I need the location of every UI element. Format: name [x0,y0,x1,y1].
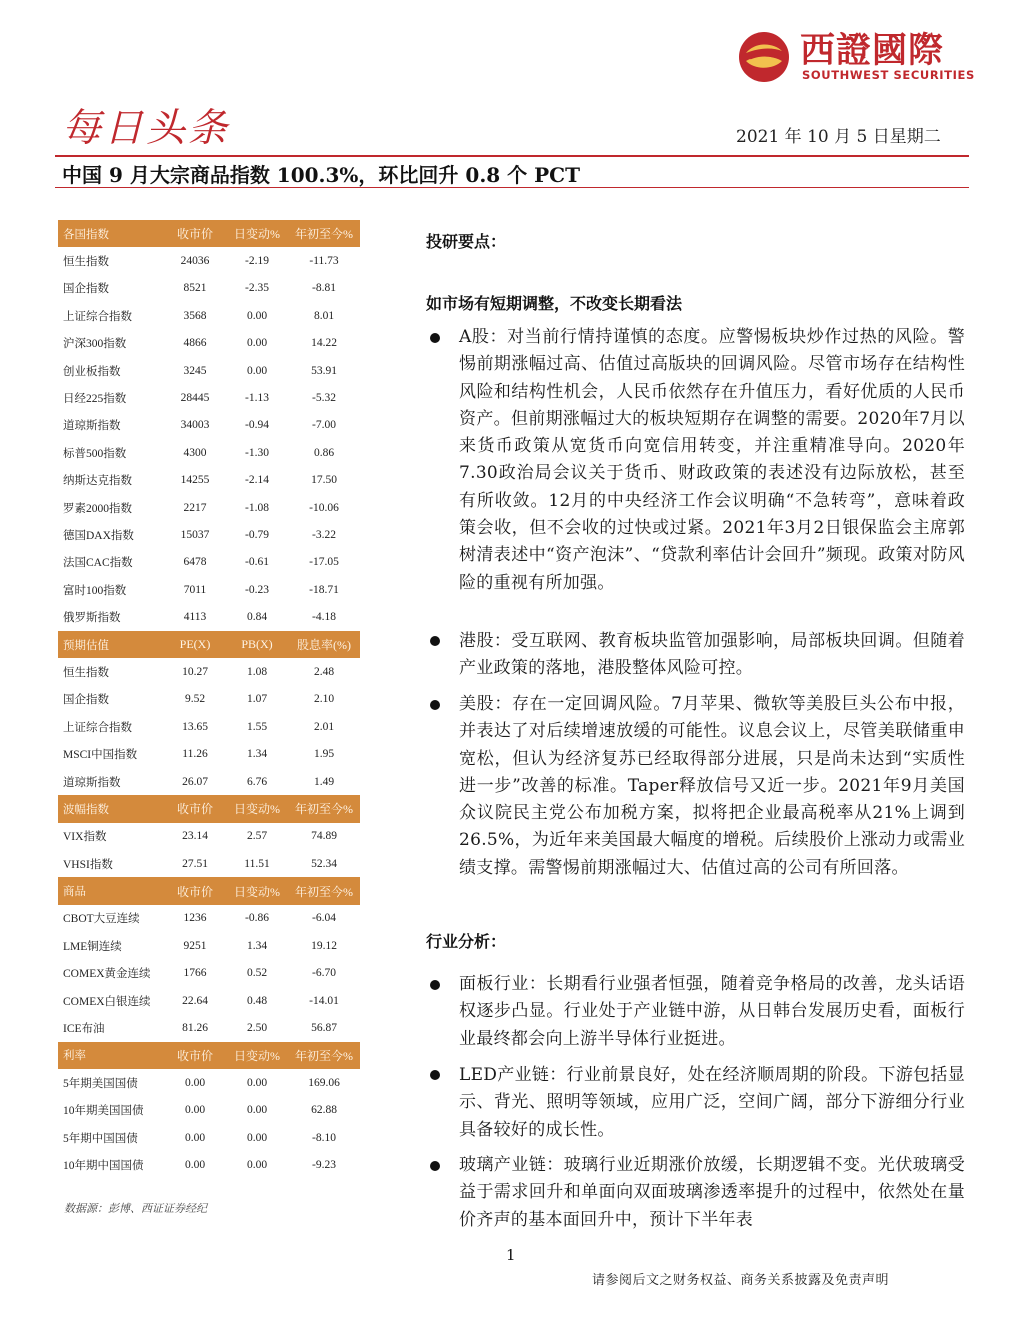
market-data-table [58,220,360,1179]
table-cell-value: 3245 [183,364,207,377]
table-row [58,357,360,384]
table-row [58,658,360,685]
table-cell-value: 6478 [183,556,207,569]
table-cell-value: 0.00 [184,1131,206,1144]
table-cell-label: 各国指数 [63,228,109,241]
table-cell-value: 14255 [180,474,210,487]
report-title: 每日头条 [62,106,231,151]
table-section-header [58,877,360,904]
table-cell-value: 日变动% [234,1048,280,1063]
table-row [58,275,360,302]
table-cell-value: 1.08 [246,665,268,678]
table-cell-value: -0.23 [245,583,269,596]
table-cell-value: 62.88 [311,1104,337,1117]
disclaimer-link[interactable]: 请参阅后文之财务权益、商务关系披露及免责声明 [592,1273,890,1288]
table-cell-value: -17.05 [309,556,339,569]
table-cell-value: 0.00 [246,1158,268,1171]
table-section-header [58,1042,360,1069]
table-cell-label: 上证综合指数 [63,721,132,734]
table-cell-value: 28445 [180,392,210,405]
table-cell-value: 1.55 [246,720,268,733]
table-row [58,247,360,274]
report-date: 2021 年 10 月 5 日星期二 [736,127,941,147]
table-cell-value: 19.12 [311,939,337,952]
table-section-header [58,795,360,822]
table-cell-label: 商品 [63,886,86,899]
table-cell-value: 股息率(%) [297,638,351,653]
key-points-title: 投研要点： [426,232,507,251]
table-cell-value: -2.19 [245,255,269,268]
table-row [58,1069,360,1096]
table-cell-value: 9251 [183,939,207,952]
table-cell-value: 56.87 [311,1022,337,1035]
key-points-subheading: 如市场有短期调整，不改变长期看法 [426,294,683,313]
bullet-icon [430,980,440,990]
table-cell-label: 国企指数 [63,694,109,707]
table-cell-value: 2217 [183,501,207,514]
key-point-hk-shares: 港股：受互联网、教育板块监管加强影响，局部板块回调。但随着产业政策的落地，港股整体风险可控。 [459,631,965,679]
table-cell-label: 恒生指数 [63,666,109,679]
table-cell-value: 3568 [183,309,207,322]
table-cell-value: 收市价 [176,884,213,899]
table-cell-value: 0.00 [246,309,268,322]
title-divider [55,155,969,157]
table-cell-value: -1.30 [245,446,269,459]
table-cell-value: 52.34 [311,857,337,870]
table-cell-value: -1.08 [245,501,269,514]
table-cell-label: 5年期美国国债 [63,1077,138,1090]
table-cell-value: 2.10 [313,693,335,706]
bullet-icon [430,1070,440,1080]
table-cell-value: 4300 [183,446,207,459]
table-cell-value: 2.50 [246,1022,268,1035]
table-cell-value: 收市价 [176,1048,213,1063]
table-cell-value: 0.00 [184,1104,206,1117]
table-row [58,603,360,630]
table-cell-value: 27.51 [182,857,208,870]
table-cell-value: 24036 [180,255,210,268]
table-row [58,330,360,357]
table-cell-label: 道琼斯指数 [63,776,121,789]
table-cell-label: 上证综合指数 [63,310,132,323]
table-cell-value: 9.52 [184,693,206,706]
table-cell-value: 2.57 [246,830,268,843]
table-cell-value: -2.35 [245,282,269,295]
table-cell-value: PB(X) [241,637,273,652]
table-cell-value: 13.65 [182,720,208,733]
table-cell-value: 34003 [180,419,210,432]
table-cell-label: 德国DAX指数 [63,529,134,542]
table-cell-label: ICE布油 [63,1023,105,1036]
table-cell-label: VIX指数 [63,831,107,844]
table-cell-label: 罗素2000指数 [63,502,132,515]
table-cell-label: VHSI指数 [63,858,113,871]
table-cell-value: 年初至今% [295,1048,353,1063]
table-cell-value: 4113 [183,611,207,624]
table-cell-value: 7011 [183,583,207,596]
table-row [58,521,360,548]
table-cell-value: -0.86 [245,912,269,925]
table-cell-label: 10年期美国国债 [63,1105,144,1118]
table-cell-value: 15037 [180,528,210,541]
table-cell-value: 2.01 [313,720,335,733]
table-cell-label: 波幅指数 [63,803,109,816]
table-cell-value: 23.14 [182,830,208,843]
bullet-icon [430,700,440,710]
table-cell-value: 4866 [183,337,207,350]
table-cell-value: 1.07 [246,693,268,706]
bullet-icon [430,1161,440,1171]
table-cell-label: LME铜连续 [63,940,122,953]
key-point-us-shares: 美股：存在一定回调风险。7月苹果、微软等美股巨头公布中报，并表达了对后续增速放缓的可能性。议息会议上，尽管美联储重申宽松，但认为经济复苏已经取得部分进展，只是尚未达到“实质性进一步”改善的标准。Taper释放信号又近一步。2021年9月美国众议院民主党公布加税方案，拟将把企业最高税率从21%上调到26.5%，为近年来美国最大幅度的增税。后续股价上涨动力或需业绩支撑。需警惕前期涨幅过大、估值过高的公司有所回落。 [459,694,965,878]
table-cell-value: 0.48 [246,994,268,1007]
table-row [58,467,360,494]
headline: 中国 9 月大宗商品指数 100.3%，环比回升 0.8 个 PCT [62,163,580,187]
table-cell-value: -14.01 [309,994,339,1007]
table-cell-label: MSCI中国指数 [63,749,138,762]
table-cell-label: 法国CAC指数 [63,557,133,570]
table-cell-value: 0.00 [246,337,268,350]
table-cell-value: 8521 [183,282,207,295]
table-cell-value: -6.04 [312,912,336,925]
table-cell-value: PE(X) [179,637,211,652]
table-cell-value: -5.32 [312,392,336,405]
table-cell-label: 道琼斯指数 [63,420,121,433]
industry-point-panel: 面板行业：长期看行业强者恒强，随着竞争格局的改善，龙头话语权逐步凸显。行业处于产业链中游，从日韩台发展历史看，面板行业最终都会向上游半导体行业挺进。 [459,974,965,1049]
table-cell-value: 53.91 [311,364,337,377]
table-cell-value: 10.27 [182,665,208,678]
table-cell-value: 收市价 [176,227,213,242]
table-cell-value: -3.22 [312,528,336,541]
table-row [58,302,360,329]
table-cell-value: 0.00 [184,1158,206,1171]
table-cell-value: -7.00 [312,419,336,432]
table-cell-value: -1.13 [245,392,269,405]
brand-name-cn: 西證國際 [800,31,945,71]
table-cell-label: 5年期中国国债 [63,1132,138,1145]
table-cell-value: 0.00 [184,1076,206,1089]
industry-point-led: LED产业链：行业前景良好，处在经济顺周期的阶段。下游包括显示、背光、照明等领域，应用广泛，空间广阔，部分下游细分行业具备较好的成长性。 [459,1065,965,1140]
table-cell-label: 俄罗斯指数 [63,612,121,625]
table-cell-label: 日经225指数 [63,393,127,406]
table-cell-value: 169.06 [308,1076,340,1089]
page-number: 1 [506,1246,516,1264]
table-cell-value: 日变动% [234,884,280,899]
table-cell-label: 创业板指数 [63,365,121,378]
table-row [58,1124,360,1151]
table-cell-value: 1766 [183,967,207,980]
table-cell-label: 沪深300指数 [63,338,127,351]
table-cell-value: 0.84 [246,611,268,624]
table-cell-value: 0.00 [246,1131,268,1144]
table-row [58,960,360,987]
table-row [58,549,360,576]
table-section-header [58,631,360,658]
table-cell-value: 22.64 [182,994,208,1007]
table-cell-value: 0.52 [246,967,268,980]
table-row [58,850,360,877]
table-cell-value: 1.95 [313,748,335,761]
brand-name-en: SOUTHWEST SECURITIES [802,68,975,82]
table-cell-label: 富时100指数 [63,584,127,597]
industry-analysis-title: 行业分析： [426,932,507,951]
table-row [58,412,360,439]
table-row [58,1014,360,1041]
table-row [58,932,360,959]
table-cell-value: 11.26 [182,748,208,761]
table-cell-value: 日变动% [234,802,280,817]
table-cell-value: -10.06 [309,501,339,514]
table-cell-label: 利率 [63,1050,86,1063]
table-cell-label: 恒生指数 [63,256,109,269]
table-row [58,740,360,767]
table-cell-label: 预期估值 [63,639,109,652]
table-row [58,987,360,1014]
table-row [58,384,360,411]
table-cell-value: 2.48 [313,665,335,678]
table-row [58,439,360,466]
table-cell-value: 收市价 [176,802,213,817]
table-cell-value: 8.01 [313,309,335,322]
table-cell-value: -0.61 [245,556,269,569]
table-cell-value: 17.50 [311,474,337,487]
table-cell-value: 74.89 [311,830,337,843]
table-cell-value: 26.07 [182,775,208,788]
key-point-a-shares: A股：对当前行情持谨慎的态度。应警惕板块炒作过热的风险。警惕前期涨幅过高、估值过高版块的回调风险。尽管市场存在结构性风险和结构性机会，人民币依然存在升值压力，看好优质的人民币资产。但前期涨幅过大的板块短期存在调整的需要。2020年7月以来货币政策从宽货币向宽信用转变，并注重精准导向。2020年7.30政治局会议关于货币、财政政策的表述没有边际放松，甚至有所收敛。12月的中央经济工作会议明确“不急转弯”，意味着政策会收，但不会收的过快或过紧。2021年3月2日银保监会主席郭树清表述中“资产泡沫”、“贷款利率估计会回升”频现。政策对防风险的重视有所加强。 [459,327,965,593]
table-cell-value: 年初至今% [295,884,353,899]
table-cell-value: -9.23 [312,1158,336,1171]
table-row [58,686,360,713]
table-cell-value: 年初至今% [295,227,353,242]
table-cell-label: COMEX白银连续 [63,995,151,1008]
table-cell-value: 14.22 [311,337,337,350]
table-row [58,1097,360,1124]
table-cell-label: COMEX黄金连续 [63,968,151,981]
table-row [58,768,360,795]
table-cell-value: 日变动% [234,227,280,242]
table-cell-value: -0.94 [245,419,269,432]
table-cell-value: 0.00 [246,364,268,377]
table-cell-value: -18.71 [309,583,339,596]
table-cell-value: 1236 [183,912,207,925]
table-cell-value: 年初至今% [295,802,353,817]
table-row [58,494,360,521]
table-source-note: 数据源：彭博、西证证券经纪 [64,1202,207,1215]
table-cell-value: 0.86 [313,446,335,459]
table-cell-value: 1.49 [313,775,335,788]
table-cell-value: -2.14 [245,474,269,487]
table-cell-value: 6.76 [246,775,268,788]
table-row [58,823,360,850]
table-row [58,1151,360,1178]
company-logo-icon [738,31,790,83]
bullet-icon [430,333,440,343]
table-cell-label: 国企指数 [63,283,109,296]
table-cell-value: -6.70 [312,967,336,980]
table-section-header [58,220,360,247]
table-cell-value: -11.73 [309,255,339,268]
table-cell-label: 标普500指数 [63,447,127,460]
bullet-icon [430,636,440,646]
table-row [58,905,360,932]
table-cell-value: 1.34 [246,748,268,761]
table-cell-value: 81.26 [182,1022,208,1035]
industry-point-glass: 玻璃产业链：玻璃行业近期涨价放缓，长期逻辑不变。光伏玻璃受益于需求回升和单面向双面玻璃渗透率提升的过程中，依然处在量价齐声的基本面回升中，预计下半年表 [459,1155,965,1230]
table-row [58,576,360,603]
table-cell-value: -8.81 [312,282,336,295]
table-row [58,713,360,740]
table-cell-value: 0.00 [246,1104,268,1117]
table-cell-label: CBOT大豆连续 [63,913,140,926]
table-cell-value: 0.00 [246,1076,268,1089]
table-cell-value: -8.10 [312,1131,336,1144]
table-cell-value: -4.18 [312,611,336,624]
table-cell-value: 1.34 [246,939,268,952]
table-cell-label: 纳斯达克指数 [63,475,132,488]
headline-divider [55,187,969,188]
table-cell-value: 11.51 [244,857,270,870]
table-cell-value: -0.79 [245,528,269,541]
table-cell-label: 10年期中国国债 [63,1159,144,1172]
